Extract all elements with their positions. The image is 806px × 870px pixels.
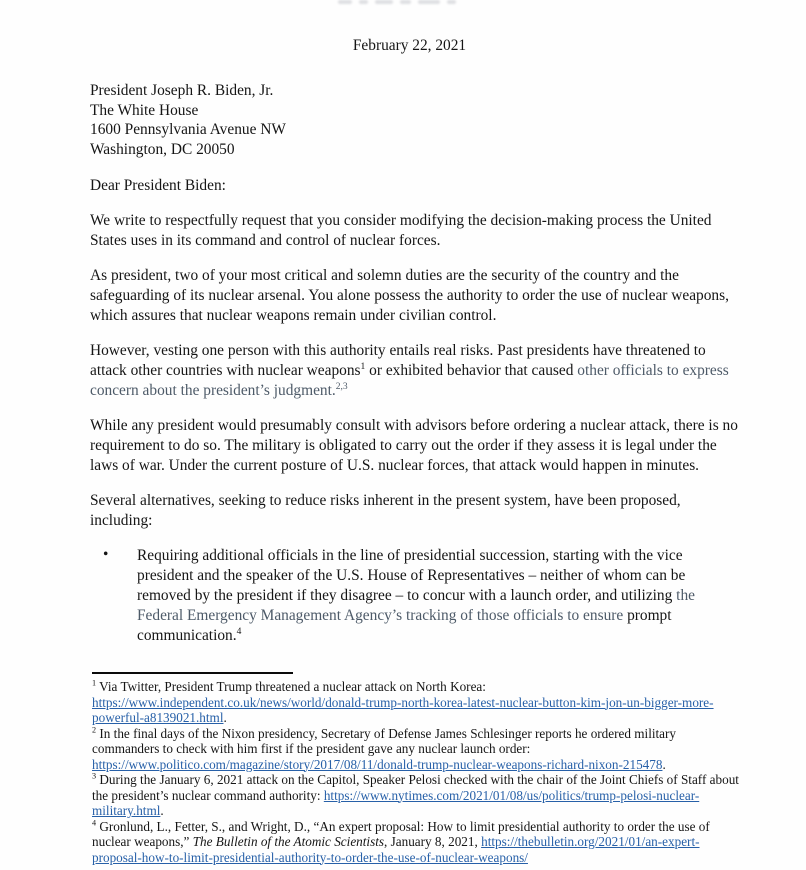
footnote-reference: 2 [92, 725, 97, 735]
text-run: , January 8, 2021, [384, 834, 482, 849]
bullet-marker: • [103, 546, 109, 563]
footnote-reference: 2,3 [335, 380, 348, 392]
footnote [92, 679, 745, 726]
letter-paragraph [90, 266, 742, 326]
footnote-section [92, 672, 745, 865]
salutation: Dear President Biden: [90, 177, 226, 194]
text-run: . [223, 710, 227, 725]
footnote-reference: 3 [92, 771, 97, 781]
footnote [92, 726, 745, 773]
letter-paragraph [90, 416, 742, 476]
footnote-reference: 1 [92, 678, 97, 688]
hyperlink[interactable]: https://thebulletin.org/2021/01/an-expert-proposal-how-to-limit-presidential-authority-to-order-the-use-of-nuclear-weapons/ [92, 834, 700, 865]
footnote-reference: 4 [92, 818, 97, 828]
bullet-list [90, 546, 742, 646]
text-run: We write to respectfully request that you consider modifying the decision-making process the United States uses in its command and control of nuclear forces. [90, 212, 712, 249]
recipient-line: Washington, DC 20050 [90, 140, 235, 158]
hyperlink[interactable]: https://www.politico.com/magazine/story/2017/08/11/donald-trump-nuclear-weapons-richard-nixon-215478 [92, 756, 663, 772]
footnote [92, 819, 745, 866]
hyperlink[interactable]: https://www.nytimes.com/2021/01/08/us/politics/trump-pelosi-nuclear-military.html [92, 787, 700, 818]
text-run: . [160, 803, 164, 818]
recipient-line: The White House [90, 101, 199, 119]
text-run: . [662, 756, 666, 772]
footnote-separator-rule [92, 672, 293, 674]
text-run: While any president would presumably consult with advisors before ordering a nuclear attack, there is no requirement to do so. The military is obligated to carry out the order if they assess it is legal under the laws of war. Under the current posture of U.S. nuclear forces, that attack would happen in minutes. [90, 417, 738, 474]
letter-content [90, 0, 742, 646]
italic-text: The Bulletin of the Atomic Scientists [192, 834, 385, 849]
footnotes [92, 679, 745, 865]
bullet-text [137, 547, 695, 644]
recipient-address-block [90, 81, 742, 159]
text-run: As president, two of your most critical and solemn duties are the security of the country and the safeguarding of its nuclear arsenal. You alone possess the authority to order the use of nuclear weapons, which assures that nuclear weapons remain under civilian control. [90, 267, 729, 324]
text-run: the Federal Emergency Management Agency’s tracking of those officials to ensure [137, 587, 695, 624]
letter-paragraph [90, 211, 742, 251]
bullet-item [90, 546, 742, 646]
text-run: However, vesting one person with this authority entails real risks. Past presidents have threatened to attack other countries with nuclear weapons [90, 342, 706, 379]
footnote [92, 772, 745, 819]
letter-paragraph [90, 491, 742, 531]
letter-paragraph [90, 341, 742, 401]
letter-date: February 22, 2021 [352, 37, 467, 54]
text-run: Requiring additional officials in the line of presidential succession, starting with the vice president and the speaker of the U.S. House of Representatives – neither of whom can be removed by the president if they disagree – to concur with a launch order, and utilizing [137, 547, 686, 604]
letter-body [90, 211, 742, 531]
recipient-line: President Joseph R. Biden, Jr. [90, 82, 274, 99]
text-run: or exhibited behavior that caused [365, 362, 578, 379]
text-run: Via Twitter, President Trump threatened a nuclear attack on North Korea: [96, 679, 486, 694]
footnote-reference: 4 [236, 625, 242, 637]
hyperlink[interactable]: https://www.independent.co.uk/news/world/donald-trump-north-korea-latest-nuclear-button-kim-jon-un-bigger-more-powerful-a8139021.html [92, 694, 714, 725]
footnote-reference: 1 [360, 360, 366, 372]
text-run: In the final days of the Nixon presidency, Secretary of Defense James Schlesinger reports he ordered military commanders to check with him first if the president gave any nuclear launch order: [92, 725, 677, 756]
text-run: Several alternatives, seeking to reduce risks inherent in the present system, have been proposed, including: [90, 492, 681, 529]
text-run: other officials to express concern about the president’s judgment. [90, 362, 729, 399]
text-run: Gronlund, L., Fetter, S., and Wright, D., “An expert proposal: How to limit presidential authority to order the use of nuclear weapons,” [92, 818, 710, 849]
text-run: During the January 6, 2021 attack on the Capitol, Speaker Pelosi checked with the chair of the Joint Chiefs of Staff about the president’s nuclear command authority: [92, 772, 739, 803]
text-run: prompt communication. [137, 607, 672, 644]
recipient-line: 1600 Pennsylvania Avenue NW [90, 121, 286, 138]
